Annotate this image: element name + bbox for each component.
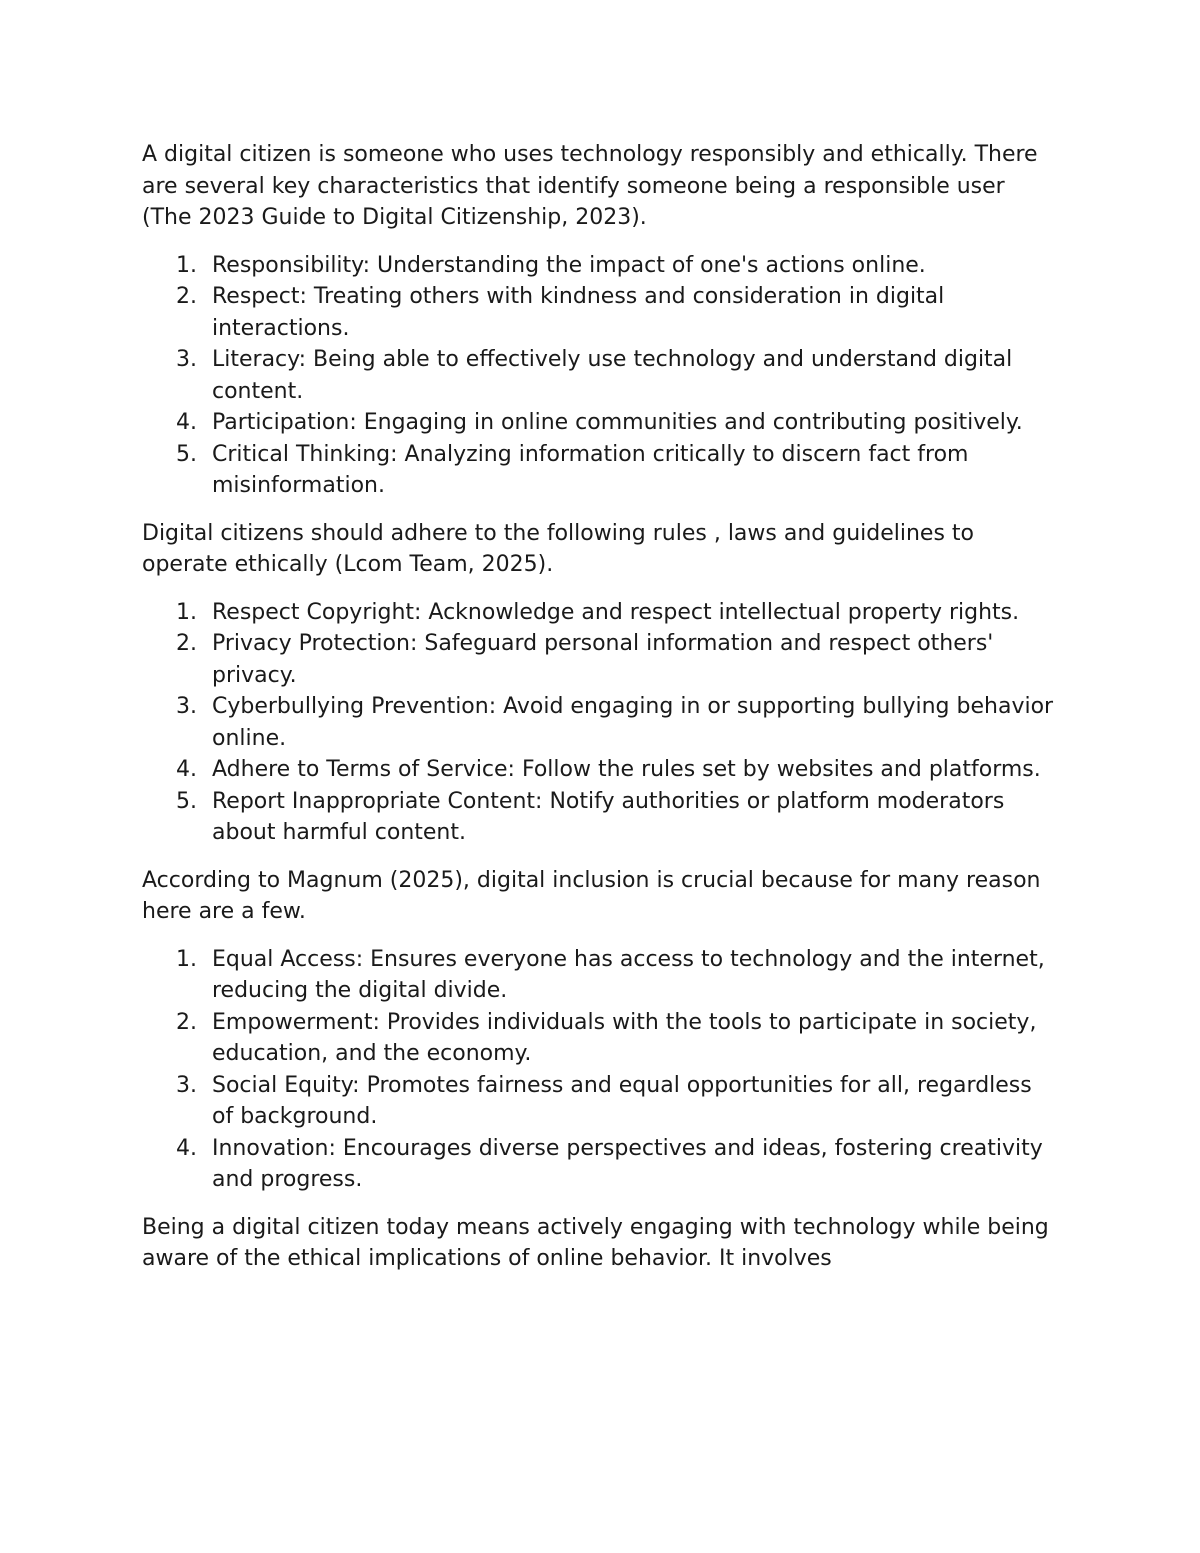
- document-body: [142, 139, 1057, 1291]
- list-number: 2.: [176, 284, 197, 309]
- list-item-text: Social Equity: Promotes fairness and equal opportunities for all, regardless of background.: [212, 1072, 1032, 1129]
- list-item: [142, 439, 1057, 502]
- list-item: [142, 1007, 1057, 1070]
- list-item-text: Equal Access: Ensures everyone has access to technology and the internet, reducing the digital divide.: [212, 946, 1045, 1003]
- list-item-text: Cyberbullying Prevention: Avoid engaging in or supporting bullying behavior online.: [212, 694, 1054, 751]
- list-item-text: Responsibility: Understanding the impact of one's actions online.: [212, 252, 926, 278]
- list-item: [142, 786, 1057, 849]
- list-item: [142, 407, 1057, 439]
- list-item: [142, 944, 1057, 1007]
- list-item-text: Privacy Protection: Safeguard personal information and respect others' privacy.: [212, 631, 994, 688]
- list-item: [142, 691, 1057, 754]
- list-number: 5.: [176, 788, 197, 814]
- list-number: 3.: [176, 1072, 197, 1098]
- list-item-text: Literacy: Being able to effectively use technology and understand digital content.: [212, 347, 1013, 404]
- closing-paragraph: Being a digital citizen today means actively engaging with technology while being aware of the ethical implications of online behavior. It involves: [142, 1214, 1049, 1271]
- list-number: 3.: [176, 347, 197, 372]
- list-item: [142, 1070, 1057, 1133]
- list-item-text: Innovation: Encourages diverse perspectives and ideas, fostering creativity and progress.: [212, 1135, 1043, 1192]
- list-item: [142, 597, 1057, 629]
- list-item: [142, 250, 1057, 282]
- list-number: 1.: [176, 946, 197, 972]
- list-number: 2.: [176, 1009, 197, 1035]
- list-item-text: Respect Copyright: Acknowledge and respect intellectual property rights.: [212, 599, 1020, 625]
- list-number: 4.: [176, 1135, 197, 1161]
- list-item: [142, 1133, 1057, 1196]
- intro-paragraph: A digital citizen is someone who uses technology responsibly and ethically. There are several key characteristics that identify someone being a responsible user (The 2023 Guide to Digital Citizenship, 2023).: [142, 142, 1038, 230]
- list-item: [142, 344, 1057, 407]
- list-item-text: Report Inappropriate Content: Notify authorities or platform moderators about harmful content.: [212, 788, 1005, 845]
- list-number: 2.: [176, 631, 197, 656]
- list-number: 5.: [176, 441, 197, 467]
- inclusion-intro-paragraph: According to Magnum (2025), digital inclusion is crucial because for many reason here are a few.: [142, 867, 1041, 924]
- list-item-text: Critical Thinking: Analyzing information critically to discern fact from misinformation.: [212, 441, 969, 498]
- characteristics-list: [142, 250, 1057, 502]
- list-number: 4.: [176, 757, 197, 782]
- list-item-text: Participation: Engaging in online communities and contributing positively.: [212, 410, 1023, 435]
- list-item: [142, 281, 1057, 344]
- list-item: [142, 628, 1057, 691]
- list-number: 1.: [176, 252, 197, 278]
- list-number: 4.: [176, 410, 197, 435]
- rules-intro-paragraph: Digital citizens should adhere to the following rules , laws and guidelines to operate ethically (Lcom Team, 2025).: [142, 520, 975, 577]
- inclusion-list: [142, 944, 1057, 1196]
- list-item-text: Respect: Treating others with kindness and consideration in digital interactions.: [212, 284, 945, 341]
- list-item: [142, 754, 1057, 786]
- list-number: 3.: [176, 694, 197, 719]
- list-number: 1.: [176, 599, 197, 625]
- list-item-text: Empowerment: Provides individuals with the tools to participate in society, education, and the economy.: [212, 1009, 1037, 1066]
- rules-list: [142, 597, 1057, 849]
- list-item-text: Adhere to Terms of Service: Follow the rules set by websites and platforms.: [212, 757, 1041, 782]
